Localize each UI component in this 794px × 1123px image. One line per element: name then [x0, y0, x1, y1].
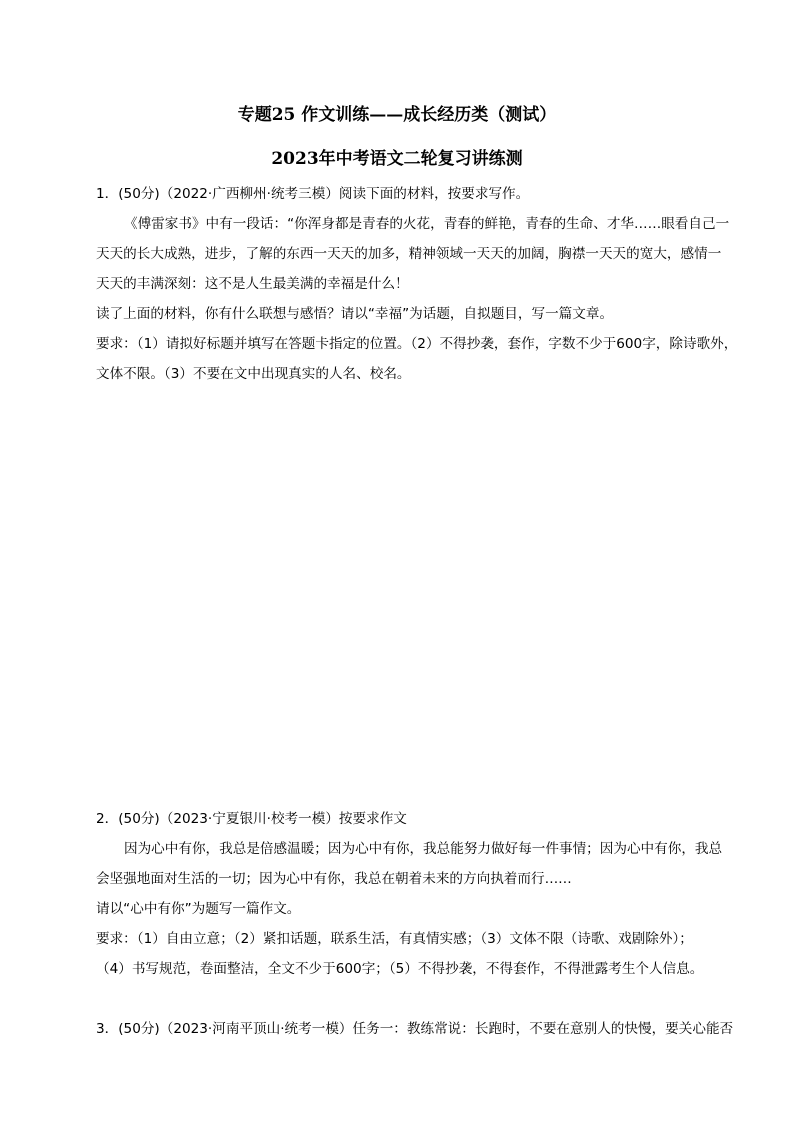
question-1-material-line-2: 天天的长大成熟，进步，了解的东西一天天的加多，精神领域一天天的加阔，胸襟一天天的宽大，感情一 — [96, 246, 722, 262]
question-1-material-line-3: 天天的丰满深刻：这不是人生最美满的幸福是什么！ — [96, 276, 409, 292]
question-2 — [96, 804, 730, 984]
question-2-head: 2．(50分)（2023·宁夏银川·校考一模）按要求作文 — [96, 811, 407, 827]
question-1-material-line-1: 《傅雷家书》中有一段话：“你浑身都是青春的火花，青春的鲜艳，青春的生命、才华……眼看自己一 — [124, 216, 730, 232]
question-1-requirements-line-2: 文体不限。（3）不要在文中出现真实的人名、校名。 — [96, 366, 411, 382]
question-1-prompt: 读了上面的材料，你有什么联想与感悟？请以“幸福”为话题，自拟题目，写一篇文章。 — [96, 306, 614, 322]
question-1 — [96, 179, 738, 389]
question-1-requirements-line-1: 要求：（1）请拟好标题并填写在答题卡指定的位置。（2）不得抄袭，套作，字数不少于600字，除诗歌外， — [96, 336, 738, 352]
question-2-requirements-line-2: （4）书写规范，卷面整洁，全文不少于600字；（5）不得抄袭，不得套作，不得泄露考生个人信息。 — [96, 961, 704, 977]
question-2-requirements-line-1: 要求：（1）自由立意；（2）紧扣话题，联系生活，有真情实感；（3）文体不限（诗歌、戏剧除外）； — [96, 931, 693, 947]
question-2-material-line-2: 会坚强地面对生活的一切；因为心中有你，我总在朝着未来的方向执着而行…… — [96, 871, 572, 887]
question-3-head: 3．(50分)（2023·河南平顶山·统考一模）任务一：教练常说：长跑时，不要在意别人的快慢，要关心能否 — [96, 1021, 734, 1037]
question-2-prompt: 请以“心中有你”为题写一篇作文。 — [96, 901, 301, 917]
question-2-material-line-1: 因为心中有你，我总是倍感温暖；因为心中有你，我总能努力做好每一件事情；因为心中有你，我总 — [124, 841, 723, 857]
question-3 — [96, 1014, 734, 1044]
document-title: 专题25 作文训练——成长经历类（测试） — [237, 105, 557, 125]
question-1-head: 1．(50分)（2022·广西柳州·统考三模）阅读下面的材料，按要求写作。 — [96, 186, 530, 202]
document-subtitle: 2023年中考语文二轮复习讲练测 — [271, 149, 523, 169]
